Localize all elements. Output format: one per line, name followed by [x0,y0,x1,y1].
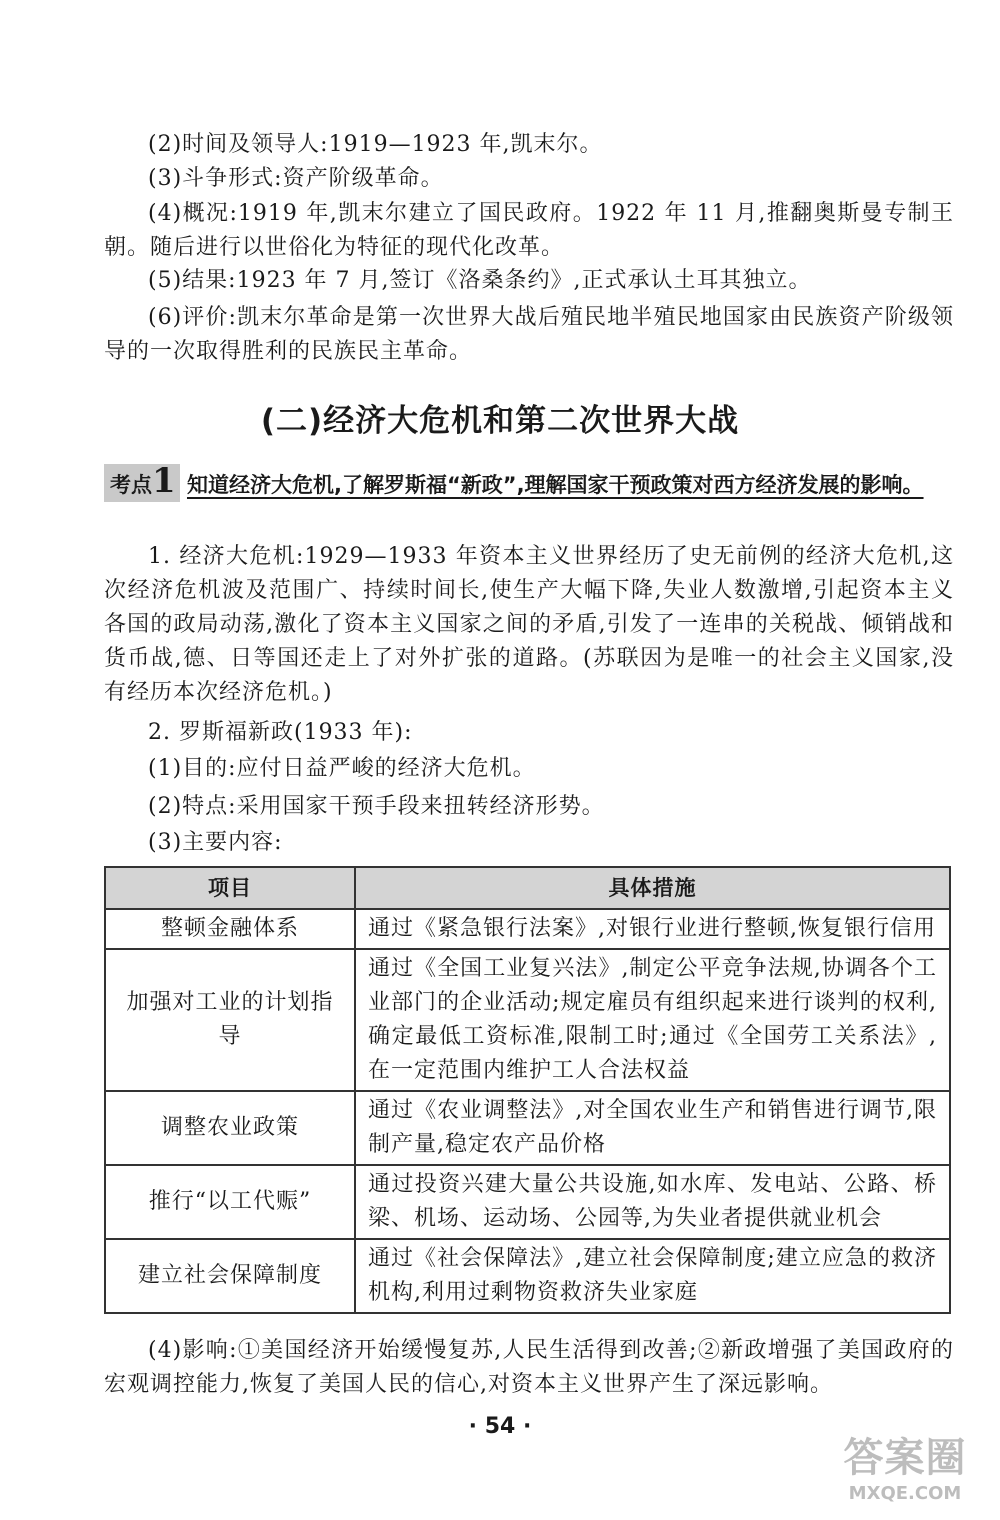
section-heading: (二)经济大危机和第二次世界大战 [260,403,740,439]
table-cell-measure: 通过《紧急银行法案》,对银行业进行整顿,恢复银行信用 [355,909,950,949]
watermark [830,1426,980,1504]
paragraph-result: (5)结果:1923 年 7 月,签订《洛桑条约》,正式承认土耳其独立。 [148,268,812,293]
paragraph-new-deal: 2. 罗斯福新政(1933 年): [148,720,413,745]
paragraph-feature: (2)特点:采用国家干预手段来扭转经济形势。 [148,794,605,819]
paragraph-main-content: (3)主要内容: [148,830,283,855]
exam-point-text: 知道经济大危机,了解罗斯福“新政”,理解国家干预政策对西方经济发展的影响。 [186,473,924,497]
table-cell-item: 调整农业政策 [105,1091,355,1165]
paragraph-economic-crisis: 1. 经济大危机:1929—1933 年资本主义世界经历了史无前例的经济大危机,这次经济危机波及范围广、持续时间长,使生产大幅下降,失业人数激增,引起资本主义各国的政局动荡,激化了资本主义国家之间的矛盾,引发了一连串的关税战、倾销战和货币战,德、日等国还走上了对外扩张的道路。(苏联因为是唯一的社会主义国家,没有经历本次经济危机。) [104,544,954,705]
table-row [105,909,950,949]
watermark-url: MXQE.COM [848,1483,962,1504]
table-cell-item: 加强对工业的计划指导 [105,949,355,1091]
table-row [105,1165,950,1239]
table-header-row [105,867,950,909]
table-row [105,1239,950,1313]
exam-point-number: 1 [152,461,176,501]
table-cell-item: 整顿金融体系 [105,909,355,949]
paragraph-leader: (2)时间及领导人:1919—1923 年,凯末尔。 [148,132,603,157]
measures-table [104,866,951,1314]
table-cell-measure: 通过《全国工业复兴法》,制定公平竞争法规,协调各个工业部门的企业活动;规定雇员有组织起来进行谈判的权利,确定最低工资标准,限制工时;通过《全国劳工关系法》,在一定范围内维护工人合法权益 [355,949,950,1091]
table-cell-item: 建立社会保障制度 [105,1239,355,1313]
exam-point-label: 考点1 [104,464,180,502]
table-header-item: 项目 [105,867,355,909]
table-cell-measure: 通过投资兴建大量公共设施,如水库、发电站、公路、桥梁、机场、运动场、公园等,为失业者提供就业机会 [355,1165,950,1239]
paragraph-struggle-form: (3)斗争形式:资产阶级革命。 [148,166,444,191]
table-row [105,1091,950,1165]
page-number: · 54 · [468,1414,532,1439]
paragraph-impact: (4)影响:①美国经济开始缓慢复苏,人民生活得到改善;②新政增强了美国政府的宏观调控能力,恢复了美国人民的信心,对资本主义世界产生了深远影响。 [104,1338,954,1397]
paragraph-evaluation: (6)评价:凯末尔革命是第一次世界大战后殖民地半殖民地国家由民族资产阶级领导的一次取得胜利的民族民主革命。 [104,305,954,364]
table-cell-measure: 通过《社会保障法》,建立社会保障制度;建立应急的救济机构,利用过剩物资救济失业家庭 [355,1239,950,1313]
table-row [105,949,950,1091]
table-header-measure: 具体措施 [355,867,950,909]
table-cell-measure: 通过《农业调整法》,对全国农业生产和销售进行调节,限制产量,稳定农产品价格 [355,1091,950,1165]
paragraph-purpose: (1)目的:应付日益严峻的经济大危机。 [148,756,536,781]
exam-point [104,461,954,505]
paragraph-overview: (4)概况:1919 年,凯末尔建立了国民政府。1922 年 11 月,推翻奥斯曼专制王朝。随后进行以世俗化为特征的现代化改革。 [104,201,954,260]
table-cell-item: 推行“以工代赈” [105,1165,355,1239]
watermark-logo: 答案圈 [843,1435,967,1481]
